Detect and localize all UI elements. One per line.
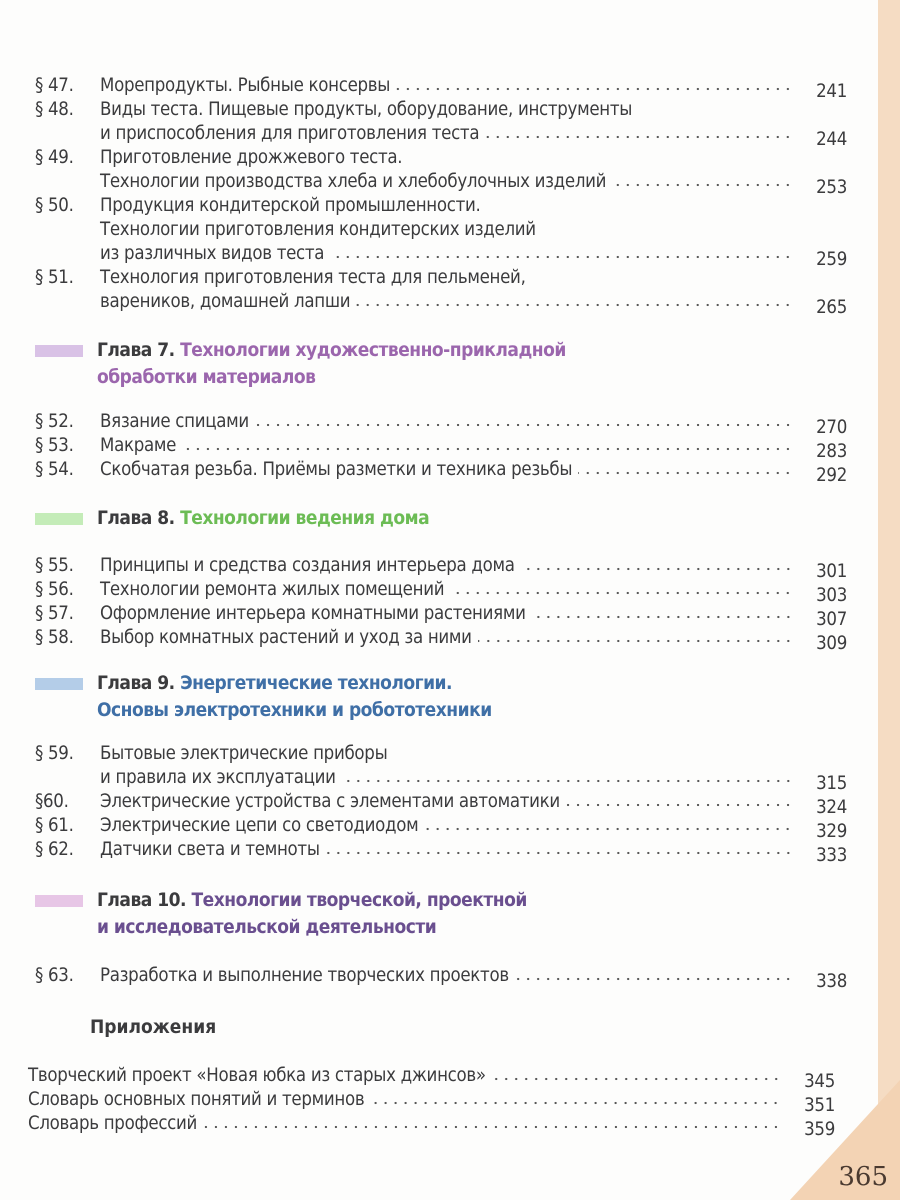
chapter-heading (35, 887, 527, 941)
chapter-label: Глава 7. (97, 339, 175, 361)
toc-entry-line (28, 1110, 835, 1140)
dot-leader (203, 1125, 781, 1129)
section-page: 292 (816, 465, 847, 486)
section-number: § 54. (35, 459, 74, 480)
section-title: Электрические цепи со светодиодом (100, 815, 419, 836)
appendix-heading: Приложения (90, 1016, 217, 1038)
chapter-label: Глава 8. (97, 507, 175, 529)
section-number: § 51. (35, 267, 74, 288)
section-page: 270 (816, 417, 847, 438)
toc-entry-line (28, 1086, 835, 1116)
section-page: 265 (816, 297, 847, 318)
chapter-color-swatch (35, 678, 83, 690)
toc-entry-line (35, 264, 847, 288)
chapter-heading (35, 670, 492, 724)
section-page: 333 (816, 845, 847, 866)
section-title: Технологии приготовления кондитерских изделий (100, 219, 536, 240)
section-number: § 63. (35, 965, 74, 986)
section-page: 338 (816, 971, 847, 992)
section-number: § 52. (35, 411, 74, 432)
section-number: § 53. (35, 435, 74, 456)
toc-entry-line (35, 168, 847, 198)
toc-entry-line (35, 192, 847, 216)
section-page: 359 (804, 1119, 835, 1140)
section-page: 283 (816, 441, 847, 462)
section-page: 351 (804, 1095, 835, 1116)
chapter-heading (35, 505, 429, 532)
dot-leader (396, 87, 793, 91)
toc-entry-line (35, 552, 847, 582)
section-title: Творческий проект «Новая юбка из старых джинсов» (28, 1065, 486, 1086)
section-title: Виды теста. Пищевые продукты, оборудование, инструменты (100, 99, 633, 120)
section-number: §60. (35, 791, 69, 812)
toc-entry-line (35, 764, 847, 794)
dot-leader (521, 567, 793, 571)
toc-entry-line (28, 1062, 835, 1092)
section-title: Вязание спицами (100, 411, 249, 432)
section-title: Технология приготовления теста для пельменей, (100, 267, 526, 288)
section-number: § 58. (35, 627, 74, 648)
section-page: 259 (816, 249, 847, 270)
section-page: 309 (816, 633, 847, 654)
dot-leader (612, 183, 793, 187)
section-page: 301 (816, 561, 847, 582)
toc-entry-line (35, 740, 847, 764)
section-page: 345 (804, 1071, 835, 1092)
chapter-title: Энергетические технологии. (180, 672, 453, 694)
toc-entry-line (35, 72, 847, 102)
toc-entry-line (35, 288, 847, 318)
section-title: Макраме (100, 435, 177, 456)
section-number: § 55. (35, 555, 74, 576)
toc-entry-line (35, 96, 847, 120)
section-number: § 47. (35, 75, 74, 96)
toc-entry-line (35, 408, 847, 438)
toc-entry-line (35, 432, 847, 462)
section-number: § 56. (35, 579, 74, 600)
chapter-title: Технологии творческой, проектной (191, 889, 527, 911)
dot-leader (342, 779, 793, 783)
chapter-title-line (35, 670, 492, 697)
section-title: и правила их эксплуатации (100, 767, 336, 788)
section-page: 244 (816, 129, 847, 150)
dot-leader (578, 471, 793, 475)
toc-entry-line (35, 120, 847, 150)
page-edge-decoration (878, 0, 900, 1200)
chapter-color-swatch (35, 513, 83, 525)
section-title: Выбор комнатных растений и уход за ними (100, 627, 472, 648)
section-page: 329 (816, 821, 847, 842)
section-title: Принципы и средства создания интерьера дома (100, 555, 515, 576)
section-number: § 62. (35, 839, 74, 860)
chapter-title-line (35, 337, 566, 364)
section-page: 307 (816, 609, 847, 630)
chapter-title-line (35, 505, 429, 532)
section-number: § 59. (35, 743, 74, 764)
dot-leader (515, 977, 793, 981)
section-title: Датчики света и темноты (100, 839, 320, 860)
section-title: Разработка и выполнение творческих проектов (100, 965, 509, 986)
section-title: и приспособления для приготовления теста (100, 123, 480, 144)
dot-leader (182, 447, 793, 451)
chapter-title-line: обработки материалов (97, 366, 316, 388)
page-number: 365 (838, 1162, 888, 1192)
chapter-title: Технологии художественно-прикладной (180, 339, 566, 361)
section-number: § 61. (35, 815, 74, 836)
section-title: Словарь основных понятий и терминов (28, 1089, 365, 1110)
section-title: Морепродукты. Рыбные консервы (100, 75, 391, 96)
dot-leader (255, 423, 793, 427)
dot-leader (424, 827, 793, 831)
section-title: Скобчатая резьба. Приёмы разметки и техника резьбы (100, 459, 573, 480)
dot-leader (532, 615, 793, 619)
section-number: § 50. (35, 195, 74, 216)
section-page: 303 (816, 585, 847, 606)
section-title: Технологии ремонта жилых помещений (100, 579, 445, 600)
toc-entry-line (35, 624, 847, 654)
section-title: Оформление интерьера комнатными растениями (100, 603, 526, 624)
section-title: Технологии производства хлеба и хлебобулочных изделий (100, 171, 607, 192)
toc-entry-line (35, 812, 847, 842)
chapter-label: Глава 9. (97, 672, 175, 694)
dot-leader (370, 1101, 781, 1105)
section-title: из различных видов теста (100, 243, 325, 264)
section-title: Продукция кондитерской промышленности. (100, 195, 481, 216)
dot-leader (478, 639, 793, 643)
dot-leader (485, 135, 793, 139)
section-title: Словарь профессий (28, 1113, 198, 1134)
chapter-title-line: и исследовательской деятельности (97, 916, 437, 938)
section-page: 241 (816, 81, 847, 102)
section-number: § 57. (35, 603, 74, 624)
chapter-heading (35, 337, 566, 391)
toc-entry-line (35, 240, 847, 270)
toc-entry-line (35, 600, 847, 630)
toc-entry-line (35, 962, 847, 992)
section-title: Электрические устройства с элементами автоматики (100, 791, 560, 812)
section-page: 315 (816, 773, 847, 794)
chapter-title-line: Основы электротехники и робототехники (97, 699, 492, 721)
dot-leader (492, 1077, 781, 1081)
section-title: вареников, домашней лапши (100, 291, 351, 312)
toc-entry-line (35, 216, 847, 240)
dot-leader (566, 803, 793, 807)
section-page: 324 (816, 797, 847, 818)
toc-entry-line (35, 144, 847, 168)
toc-entry-line (35, 576, 847, 606)
toc-entry-line (35, 788, 847, 818)
chapter-color-swatch (35, 895, 83, 907)
chapter-label: Глава 10. (97, 889, 187, 911)
dot-leader (450, 591, 793, 595)
dot-leader (356, 303, 793, 307)
dot-leader (326, 851, 793, 855)
chapter-title-line (35, 887, 527, 914)
section-page: 253 (816, 177, 847, 198)
toc-entry-line (35, 456, 847, 486)
dot-leader (330, 255, 793, 259)
chapter-color-swatch (35, 345, 83, 357)
section-number: § 48. (35, 99, 74, 120)
section-title: Приготовление дрожжевого теста. (100, 147, 403, 168)
chapter-title: Технологии ведения дома (180, 507, 430, 529)
section-number: § 49. (35, 147, 74, 168)
section-title: Бытовые электрические приборы (100, 743, 388, 764)
toc-entry-line (35, 836, 847, 866)
